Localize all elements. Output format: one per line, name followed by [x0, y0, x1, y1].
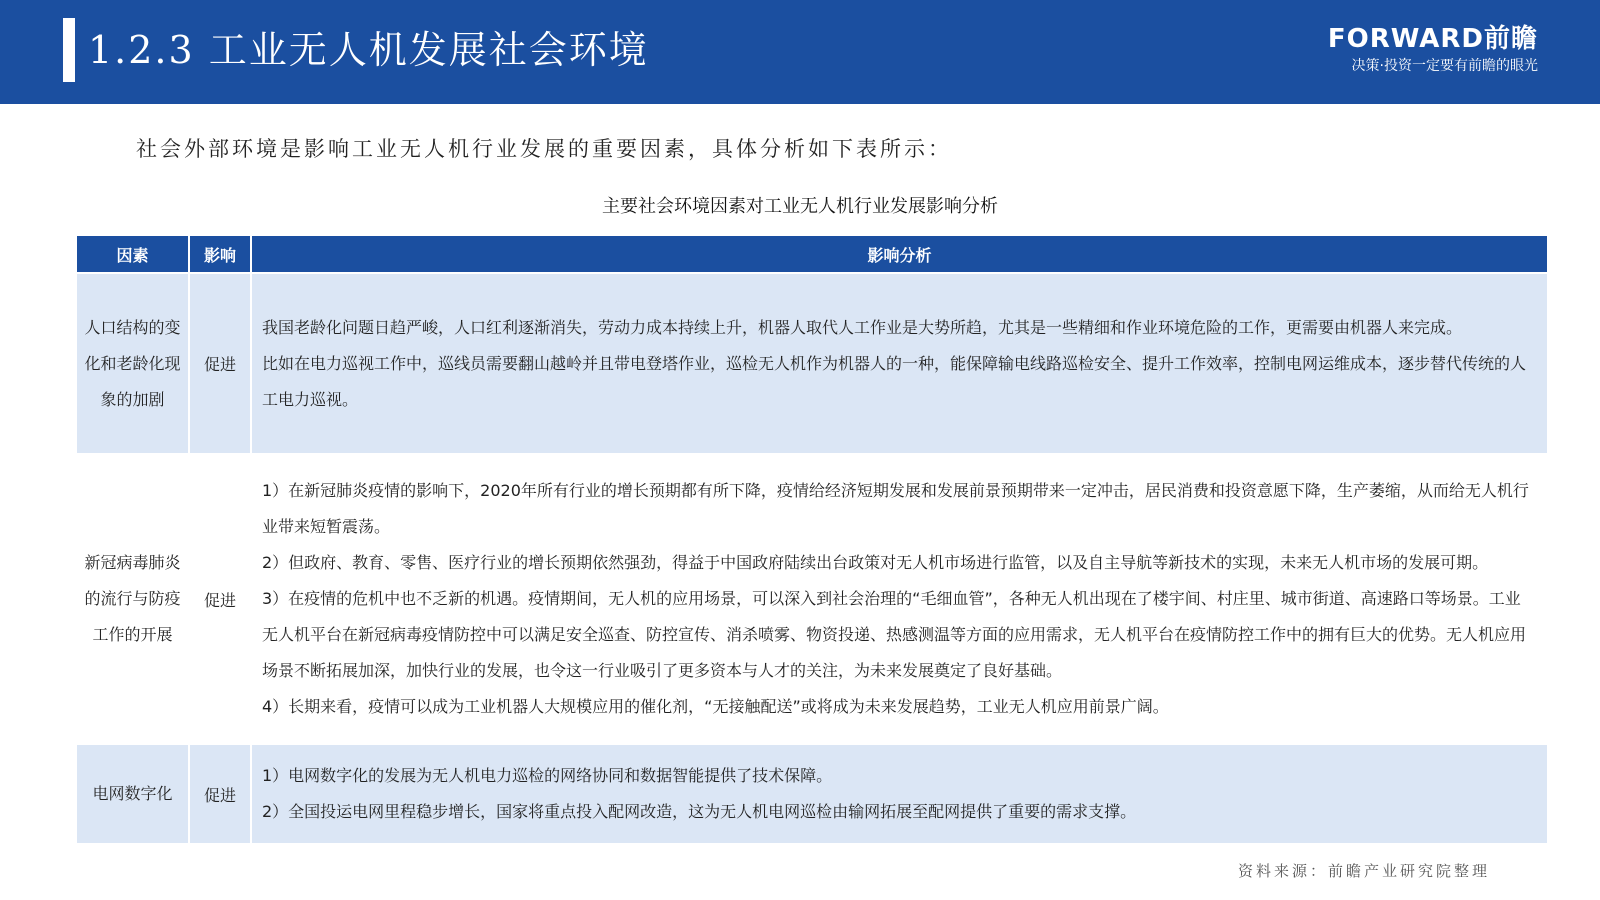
- header-banner: [0, 0, 1600, 104]
- analysis-paragraph: 1）电网数字化的发展为无人机电力巡检的网络协同和数据智能提供了技术保障。: [262, 766, 833, 785]
- table-title: 主要社会环境因素对工业无人机行业发展影响分析: [602, 196, 998, 217]
- logo-brand: FORWARD前瞻: [1327, 24, 1538, 54]
- page-title: 1.2.3 工业无人机发展社会环境: [88, 28, 649, 72]
- analysis-paragraph: 4）长期来看，疫情可以成为工业机器人大规模应用的催化剂，“无接触配送”或将成为未来发展趋势，工业无人机应用前景广阔。: [262, 697, 1169, 716]
- table-header-row: [76, 235, 1548, 273]
- forward-logo: [1318, 24, 1538, 76]
- factor-cell: 人口结构的变化和老龄化现象的加剧: [76, 273, 189, 454]
- analysis-paragraph: 1）在新冠肺炎疫情的影响下，2020年所有行业的增长预期都有所下降，疫情给经济短期发展和发展前景预期带来一定冲击，居民消费和投资意愿下降，生产萎缩，从而给无人机行业带来短暂震荡。: [262, 481, 1529, 536]
- analysis-paragraph: 2）但政府、教育、零售、医疗行业的增长预期依然强劲，得益于中国政府陆续出台政策对无人机市场进行监管，以及自主导航等新技术的实现，未来无人机市场的发展可期。: [262, 553, 1489, 572]
- title-accent-bar: [63, 18, 75, 82]
- factor-cell: 新冠病毒肺炎的流行与防疫工作的开展: [76, 454, 189, 744]
- factor-cell: 电网数字化: [76, 744, 189, 844]
- logo-slogan: 决策·投资一定要有前瞻的眼光: [1351, 58, 1538, 74]
- table-row: [76, 454, 1548, 744]
- analysis-paragraph: 2）全国投运电网里程稳步增长，国家将重点投入配网改造，这为无人机电网巡检由输网拓展至配网提供了重要的需求支撑。: [262, 802, 1137, 821]
- analysis-paragraph: 比如在电力巡视工作中，巡线员需要翻山越岭并且带电登塔作业，巡检无人机作为机器人的一种，能保障输电线路巡检安全、提升工作效率，控制电网运维成本，逐步替代传统的人工电力巡视。: [262, 353, 1527, 409]
- header-factor: 因素: [76, 235, 189, 273]
- analysis-cell: [251, 273, 1548, 454]
- analysis-cell: [251, 454, 1548, 744]
- source-note: 资料来源：前瞻产业研究院整理: [1237, 862, 1490, 880]
- effect-cell: 促进: [189, 744, 251, 844]
- analysis-paragraph: 我国老龄化问题日趋严峻，人口红利逐渐消失，劳动力成本持续上升，机器人取代人工作业是大势所趋，尤其是一些精细和作业环境危险的工作，更需要由机器人来完成。: [262, 317, 1463, 337]
- intro-text: 社会外部环境是影响工业无人机行业发展的重要因素，具体分析如下表所示：: [136, 137, 952, 161]
- analysis-paragraph: 3）在疫情的危机中也不乏新的机遇。疫情期间，无人机的应用场景，可以深入到社会治理的“毛细血管”，各种无人机出现在了楼宇间、村庄里、城市街道、高速路口等场景。工业无人机平台在新冠病毒疫情防控中可以满足安全巡查、防控宣传、消杀喷雾、物资投递、热感测温等方面的应用需求，无人机平台在疫情防控工作中的拥有巨大的优势。无人机应用场景不断拓展加深，加快行业的发展，也令这一行业吸引了更多资本与人才的关注，为未来发展奠定了良好基础。: [262, 589, 1527, 680]
- table-row: [76, 744, 1548, 844]
- header-effect: 影响: [189, 235, 251, 273]
- table-row: [76, 273, 1548, 454]
- effect-cell: 促进: [189, 454, 251, 744]
- header-analysis: 影响分析: [251, 235, 1548, 273]
- analysis-cell: [251, 744, 1548, 844]
- analysis-table: [75, 234, 1549, 845]
- effect-cell: 促进: [189, 273, 251, 454]
